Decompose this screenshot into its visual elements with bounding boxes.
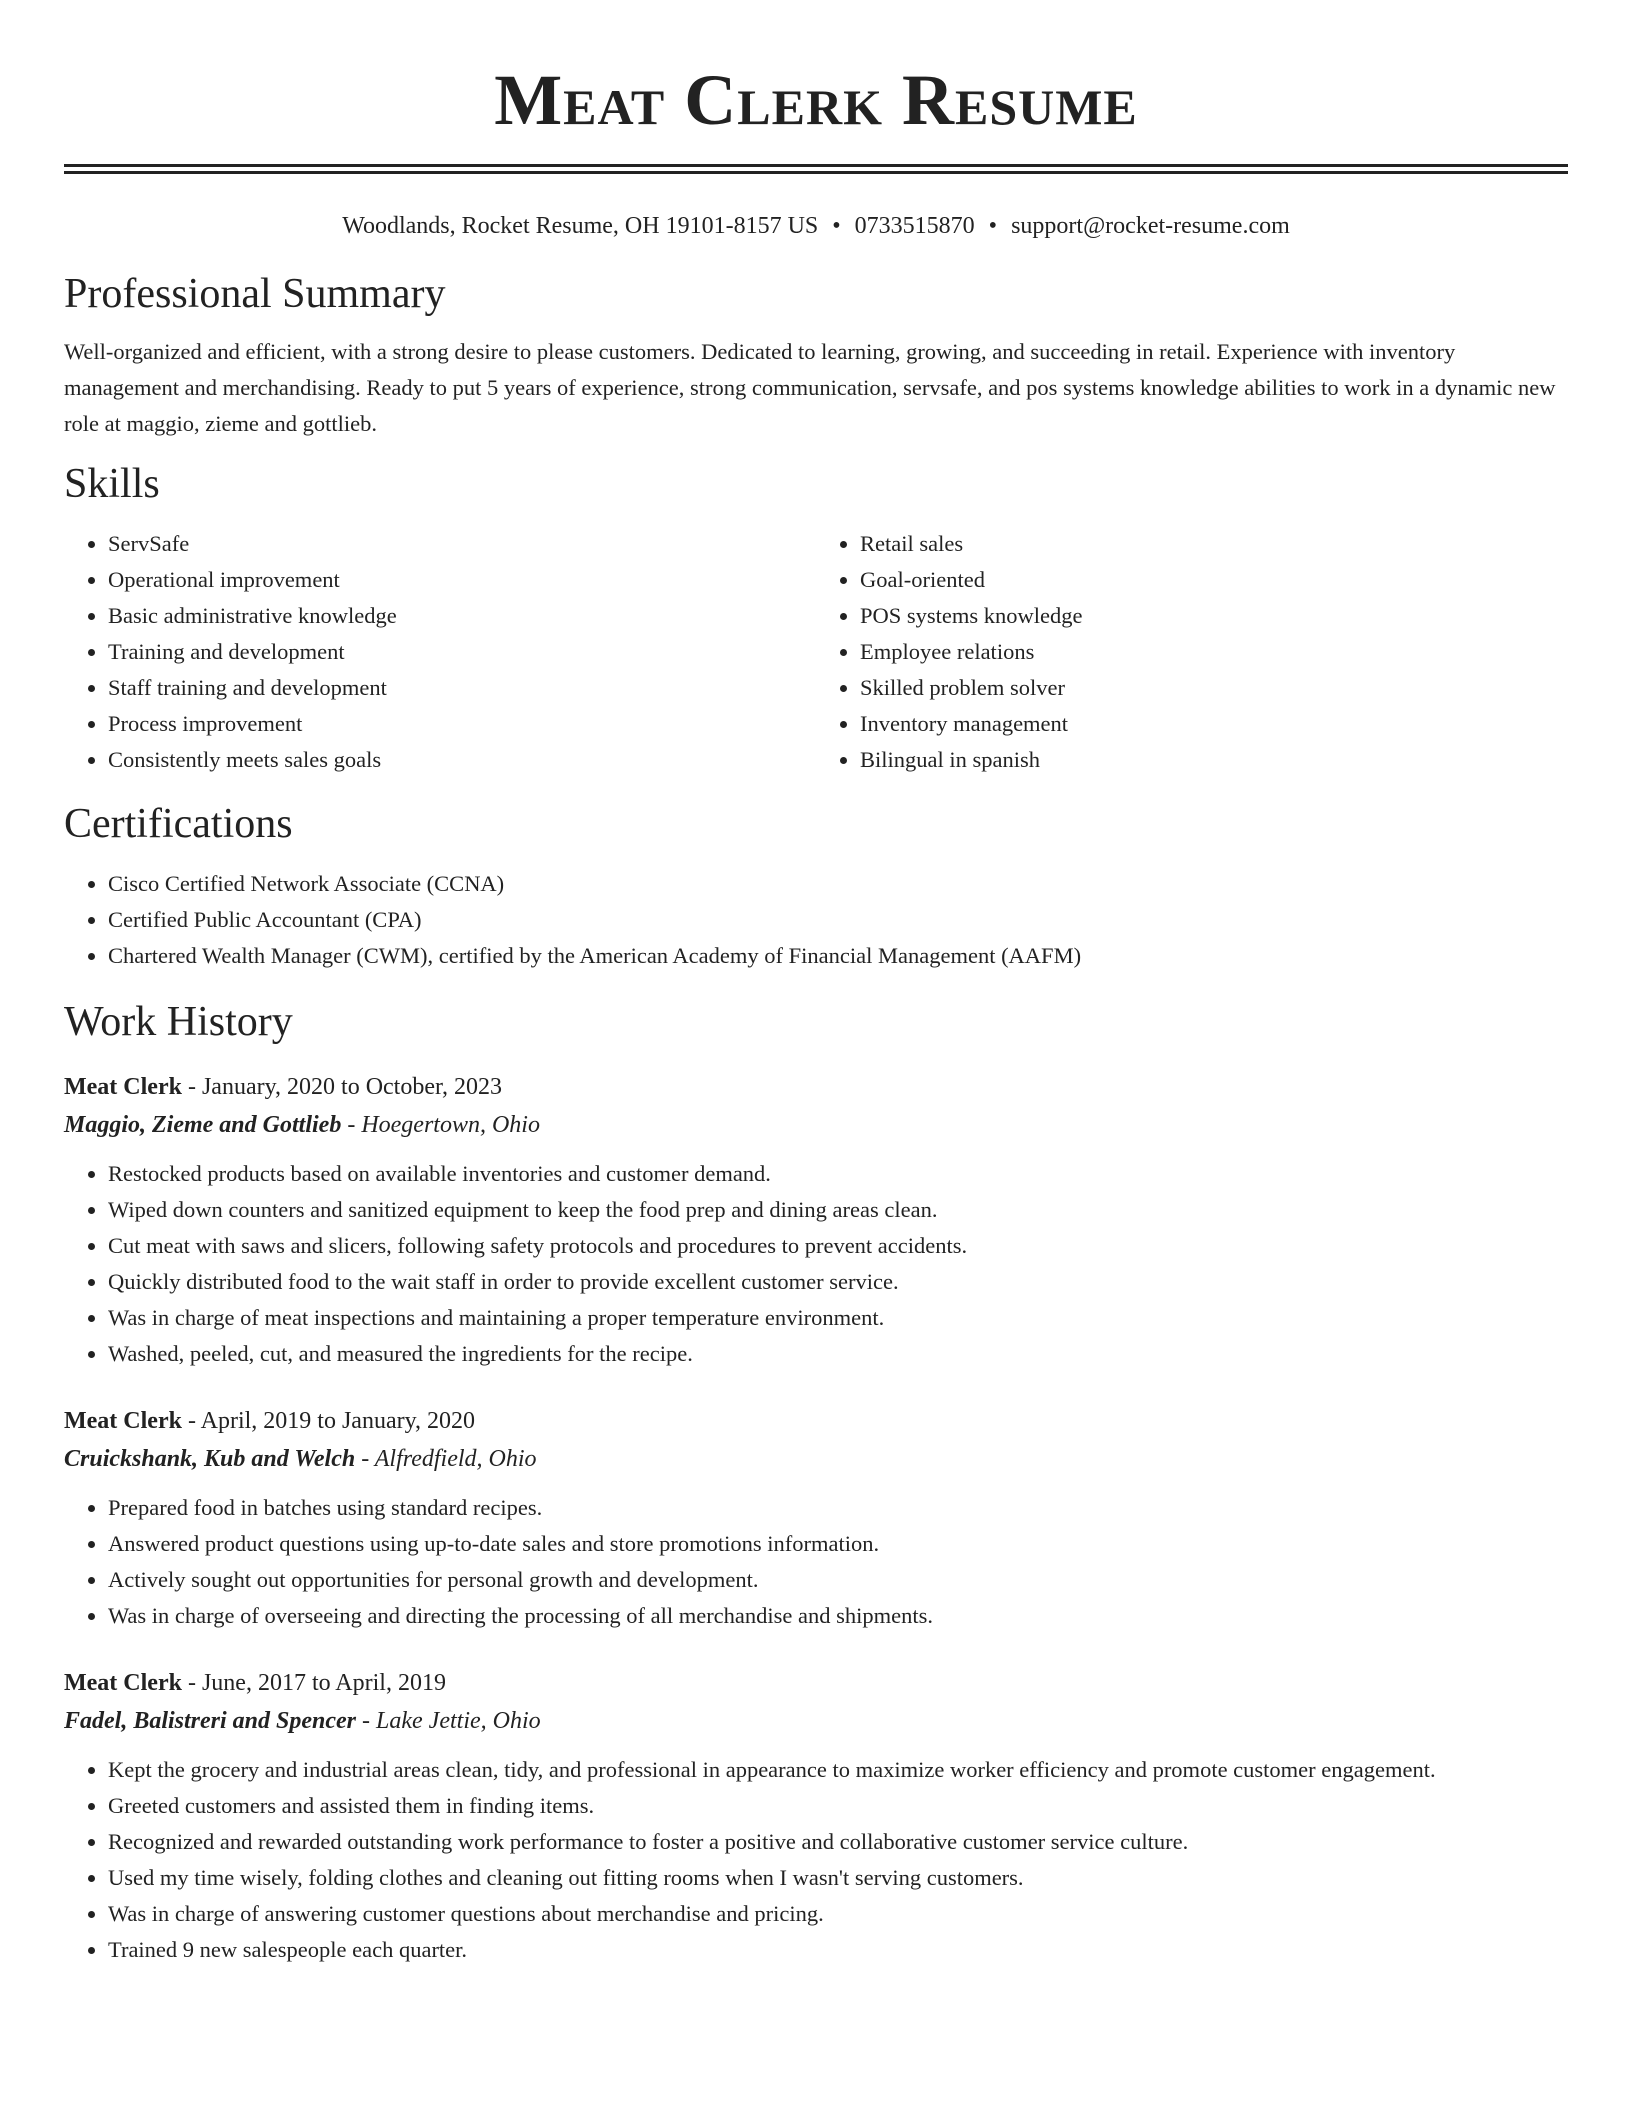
contact-address: Woodlands, Rocket Resume, OH 19101-8157 US [342, 213, 819, 239]
job-location: Alfredfield, Ohio [374, 1446, 537, 1472]
skill-item: • Bilingual in spanish [860, 742, 1568, 778]
skills-section [64, 456, 1568, 778]
job-company: Maggio, Zieme and Gottlieb [64, 1112, 342, 1138]
job-bullet: • Kept the grocery and industrial areas clean, tidy, and professional in appearance to maximize worker efficiency and promote customer engagement. [108, 1752, 1568, 1788]
job-bullet: • Actively sought out opportunities for personal growth and development. [108, 1562, 1568, 1598]
skills-list-right [816, 526, 1568, 778]
job-title-line: Meat Clerk - April, 2019 to January, 2020 [64, 1408, 476, 1434]
contact-separator: • [832, 213, 841, 239]
job-title-line: Meat Clerk - January, 2020 to October, 2023 [64, 1074, 503, 1100]
job-bullet: • Was in charge of answering customer questions about merchandise and pricing. [108, 1896, 1568, 1932]
skills-columns [64, 526, 1568, 778]
job-bullets [64, 1490, 1568, 1634]
skill-item: • Inventory management [860, 706, 1568, 742]
job-bullet: • Was in charge of overseeing and directing the processing of all merchandise and shipments. [108, 1598, 1568, 1634]
skills-list-left [64, 526, 816, 778]
job-bullet: • Washed, peeled, cut, and measured the ingredients for the recipe. [108, 1336, 1568, 1372]
skill-item: • Retail sales [860, 526, 1568, 562]
skill-item: • ServSafe [108, 526, 816, 562]
skill-item: • Process improvement [108, 706, 816, 742]
certifications-heading: Certifications [64, 801, 293, 847]
job-dates: January, 2020 to October, 2023 [201, 1074, 503, 1100]
summary-text: Well-organized and efficient, with a strong desire to please customers. Dedicated to learning, growing, and succeeding in retail. Experience with inventory management and merchandising. Ready to put 5 years of experience, strong communication, servsafe, and pos systems knowledge abilities to work in a dynamic new role at maggio, zieme and gottlieb. [64, 339, 1556, 436]
job-bullet: • Trained 9 new salespeople each quarter. [108, 1932, 1568, 1968]
skill-item: • Staff training and development [108, 670, 816, 706]
skill-item: • Training and development [108, 634, 816, 670]
job-company-line: Fadel, Balistreri and Spencer - Lake Jettie, Ohio [64, 1708, 541, 1734]
skill-item: • Goal-oriented [860, 562, 1568, 598]
job-bullet: • Wiped down counters and sanitized equipment to keep the food prep and dining areas clean. [108, 1192, 1568, 1228]
job-location: Lake Jettie, Ohio [376, 1708, 541, 1734]
job-bullet: • Prepared food in batches using standard recipes. [108, 1490, 1568, 1526]
skill-item: • Skilled problem solver [860, 670, 1568, 706]
summary-heading: Professional Summary [64, 271, 446, 317]
resume-title: Meat Clerk Resume [494, 60, 1138, 140]
job-bullet: • Restocked products based on available inventories and customer demand. [108, 1156, 1568, 1192]
job-entry [64, 1402, 1568, 1634]
job-bullet: • Used my time wisely, folding clothes and cleaning out fitting rooms when I wasn't serving customers. [108, 1860, 1568, 1896]
skill-item: • POS systems knowledge [860, 598, 1568, 634]
job-entry [64, 1664, 1568, 1968]
job-entry [64, 1068, 1568, 1372]
contact-email: support@rocket-resume.com [1011, 213, 1290, 239]
job-bullets [64, 1752, 1568, 1968]
contact-separator: • [988, 213, 998, 239]
skills-heading: Skills [64, 461, 160, 507]
skill-item: • Consistently meets sales goals [108, 742, 816, 778]
skill-item: • Basic administrative knowledge [108, 598, 816, 634]
contact-phone: 0733515870 [854, 213, 975, 239]
skill-item: • Employee relations [860, 634, 1568, 670]
certification-item: • Certified Public Accountant (CPA) [108, 902, 1568, 938]
work-history-section [64, 994, 1568, 1968]
certification-item: • Cisco Certified Network Associate (CCNA) [108, 866, 1568, 902]
job-bullet: • Recognized and rewarded outstanding work performance to foster a positive and collaborative customer service culture. [108, 1824, 1568, 1860]
job-bullets [64, 1156, 1568, 1372]
job-title: Meat Clerk [64, 1074, 182, 1100]
job-location: Hoegertown, Ohio [361, 1112, 540, 1138]
certification-item: • Chartered Wealth Manager (CWM), certified by the American Academy of Financial Management (AAFM) [108, 938, 1568, 974]
job-company: Cruickshank, Kub and Welch [64, 1446, 356, 1472]
contact-line [64, 210, 1568, 242]
job-title-line: Meat Clerk - June, 2017 to April, 2019 [64, 1670, 446, 1696]
certifications-list [64, 866, 1568, 974]
work-history-heading: Work History [64, 999, 293, 1045]
job-dates: June, 2017 to April, 2019 [201, 1670, 446, 1696]
summary-section [64, 266, 1568, 442]
certifications-section [64, 796, 1568, 974]
job-bullet: • Cut meat with saws and slicers, following safety protocols and procedures to prevent accidents. [108, 1228, 1568, 1264]
job-bullet: • Quickly distributed food to the wait staff in order to provide excellent customer service. [108, 1264, 1568, 1300]
skill-item: • Operational improvement [108, 562, 816, 598]
job-title: Meat Clerk [64, 1670, 182, 1696]
job-title: Meat Clerk [64, 1408, 182, 1434]
job-bullet: • Was in charge of meat inspections and maintaining a proper temperature environment. [108, 1300, 1568, 1336]
job-bullet: • Greeted customers and assisted them in finding items. [108, 1788, 1568, 1824]
job-company: Fadel, Balistreri and Spencer [64, 1708, 357, 1734]
job-company-line: Maggio, Zieme and Gottlieb - Hoegertown, Ohio [64, 1112, 540, 1138]
job-company-line: Cruickshank, Kub and Welch - Alfredfield, Ohio [64, 1446, 537, 1472]
title-double-rule [64, 164, 1568, 174]
job-dates: April, 2019 to January, 2020 [200, 1408, 476, 1434]
job-bullet: • Answered product questions using up-to-date sales and store promotions information. [108, 1526, 1568, 1562]
